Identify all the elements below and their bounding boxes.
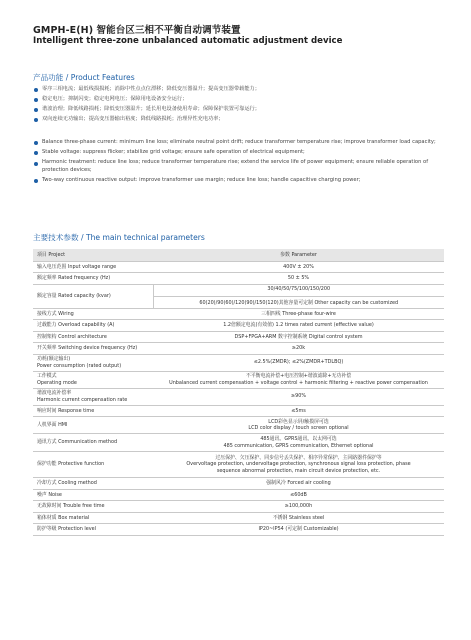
table-row [33, 452, 444, 478]
param-name [33, 371, 153, 388]
table-row [33, 501, 444, 513]
param-name-line: 保护功能 Protective function [37, 461, 105, 468]
param-name-line: Harmonic current compensation rate [37, 396, 128, 403]
features-list-en [33, 139, 443, 187]
param-name [33, 388, 153, 405]
param-value [153, 452, 444, 478]
feature-item: Stable voltage: suppress flicker; stabilize grid voltage; ensure safe operation of electrical equipment; [33, 149, 443, 157]
param-value-line: LCD color display / touch screen optional [248, 425, 349, 431]
param-name-line: 输入电压范围 Input voltage range [37, 263, 117, 270]
param-value-line: ≤5ms [291, 407, 306, 414]
param-value [153, 284, 444, 308]
feature-item: Two-way continuous reactive output: improve transformer use margin; reduce line loss; handle capacitive charging power; [33, 177, 443, 185]
param-value [153, 343, 444, 355]
param-name-line: 谐波电流补偿率 [37, 390, 72, 397]
feature-item: 零序三相电流；最低线损损耗；消除中性点点位漂移；降低变压器温升；提高变压器带载能力； [33, 86, 443, 94]
param-name [33, 343, 153, 355]
param-value [153, 354, 444, 371]
params-table [33, 249, 444, 536]
param-name-line: 接线方式 Wiring [37, 310, 74, 317]
param-value [153, 261, 444, 273]
param-value [153, 512, 444, 524]
header-parameter: 参数 Parameter [153, 249, 444, 261]
param-name [33, 284, 153, 308]
table-row [33, 273, 444, 285]
param-name-line: Power consumption (rated output) [37, 362, 122, 369]
feature-item: 稳定电压；抑制闪变；稳定电网电压；保障用电设备安全运行； [33, 96, 443, 104]
param-name-line: 噪声 Noise [37, 491, 62, 498]
params-heading: 主要技术参数 / The main technical parameters [33, 233, 205, 242]
table-row [33, 343, 444, 355]
param-name [33, 331, 153, 343]
table-row [33, 331, 444, 343]
table-row [33, 434, 444, 452]
param-name [33, 405, 153, 417]
param-value-line: 过压保护、欠压保护、同步信号丢失保护、相序异常保护、主回路器件保护等 [215, 455, 382, 462]
param-name-line: 人机界面 HMI [37, 421, 68, 428]
param-value-line: 30/40/50/75/100/150/200 [154, 286, 445, 296]
features-heading: 产品功能 / Product Features [33, 73, 135, 82]
param-value [153, 371, 444, 388]
param-name [33, 524, 153, 536]
table-row [33, 261, 444, 273]
param-name-line: 冷却方式 Cooling method [37, 480, 97, 487]
param-name [33, 489, 153, 501]
table-row [33, 388, 444, 405]
param-value [153, 405, 444, 417]
page-title-en: Intelligent three-zone unbalanced automatic adjustment device [33, 36, 343, 46]
param-name-line: 功耗(额定输出) [37, 356, 71, 363]
param-name-line: 额定容量 Rated capacity (kvar) [37, 292, 111, 299]
param-name [33, 478, 153, 490]
param-name [33, 320, 153, 332]
param-value-line: Overvoltage protection, undervoltage protection, synchronous signal loss protection, phase [186, 461, 411, 468]
param-value-line: 50 ± 5% [287, 275, 310, 282]
param-value [153, 273, 444, 285]
param-value-line: 400V ± 20% [283, 263, 314, 270]
param-value-line: IP20~IP54 (可定制 Customizable) [258, 526, 339, 533]
param-value-line: sequence abnormal protection, main circuit device protection, etc. [216, 467, 381, 474]
param-name [33, 261, 153, 273]
table-header-row [33, 249, 444, 261]
param-value-line: ≥20k [291, 345, 306, 352]
param-name-line: 开关频率 Switching device frequency (Hz) [37, 345, 138, 352]
param-value [153, 501, 444, 513]
param-value [153, 388, 444, 405]
table-row [33, 512, 444, 524]
param-name-line: 无故障时间 Trouble free time [37, 503, 105, 510]
param-name-line: 箱体材质 Box material [37, 514, 90, 521]
table-row [33, 308, 444, 320]
param-value-line: Unbalanced current compensation + voltage control + harmonic filtering + reactive power compensation [169, 379, 428, 386]
param-name [33, 452, 153, 478]
param-name [33, 308, 153, 320]
param-value-line: 不平衡电流补偿+电压控制+谐波滤除+无功补偿 [245, 373, 352, 380]
param-name [33, 354, 153, 371]
param-name-line: 额定频率 Rated frequency (Hz) [37, 275, 111, 282]
feature-item: 双向连续无功输出；提高变压器输出裕度；降低线路损耗；治理异性充电功率； [33, 116, 443, 124]
feature-item: Balance three-phase current: minimum line loss; eliminate neutral point drift; reduce transformer temperature rise; improve transformer load capacity; [33, 139, 443, 147]
param-name [33, 434, 153, 452]
param-name [33, 417, 153, 434]
param-value-line: 不锈钢 Stainless steel [272, 514, 325, 521]
param-value-line: 485 communication, GPRS communication, Ethernet optional [223, 442, 374, 449]
param-value-line: 485通讯、GPRS通讯、以太网可选 [260, 436, 337, 443]
param-value [153, 417, 444, 434]
param-value [153, 434, 444, 452]
feature-item: 谐波治理；降低线路损耗；降低变压器温升；延长用电设备使用寿命；保障保护装置可靠运行； [33, 106, 443, 114]
page-title-cn: GMPH-E(H) 智能台区三相不平衡自动调节装置 [33, 25, 241, 36]
feature-item: Harmonic treatment: reduce line loss; reduce transformer temperature rise; extend the service life of power equipment; ensure reliable operation of protection devices; [33, 159, 443, 174]
table-row [33, 284, 444, 308]
param-name [33, 273, 153, 285]
param-value-line: 1.2倍额定电流(有效值) 1.2 times rated current (effective value) [223, 322, 374, 329]
table-row [33, 320, 444, 332]
param-value-line: 三相四线 Three-phase four-wire [261, 310, 336, 317]
table-row [33, 371, 444, 388]
param-value [153, 524, 444, 536]
param-name-line: 通讯方式 Communication method [37, 439, 118, 446]
table-row [33, 354, 444, 371]
param-name-line: 工作模式 [37, 373, 57, 380]
param-value [153, 320, 444, 332]
table-row [33, 478, 444, 490]
param-value-line: 60(20)/90(60)/120(90)/150(120)其他容量可定制 Other capacity can be customized [199, 299, 399, 306]
param-name-line: 控制架构 Control architecture [37, 333, 107, 340]
param-name-line: 响应时间 Response time [37, 407, 95, 414]
param-value-line: ≥90% [291, 393, 306, 400]
param-value [153, 489, 444, 501]
param-name-line: Operating mode [37, 379, 77, 386]
param-name [33, 512, 153, 524]
param-name [33, 501, 153, 513]
table-row [33, 417, 444, 434]
param-value-line: 强制风冷 Forced air cooling [266, 480, 331, 487]
table-row [33, 524, 444, 536]
table-row [33, 405, 444, 417]
param-value [153, 331, 444, 343]
header-project: 项目 Project [33, 249, 153, 261]
param-name-line: 防护等级 Protection level [37, 526, 97, 533]
param-value-line: ≤2.5%(ZMDR); ≤2%(ZMDR+TDLBQ) [253, 359, 344, 366]
table-row [33, 489, 444, 501]
param-value-line: ≤60dB [290, 491, 307, 498]
param-value-line: DSP+FPGA+ARM 数字控制系统 Digital control system [234, 333, 363, 340]
param-value-line: LCD彩色显示屏/触摸屏可选 [268, 418, 329, 425]
param-value-line: ≥100,000h [284, 503, 313, 510]
param-name-line: 过载能力 Overload capability (A) [37, 322, 115, 329]
param-value [153, 308, 444, 320]
features-list-cn [33, 86, 443, 126]
param-value [153, 478, 444, 490]
